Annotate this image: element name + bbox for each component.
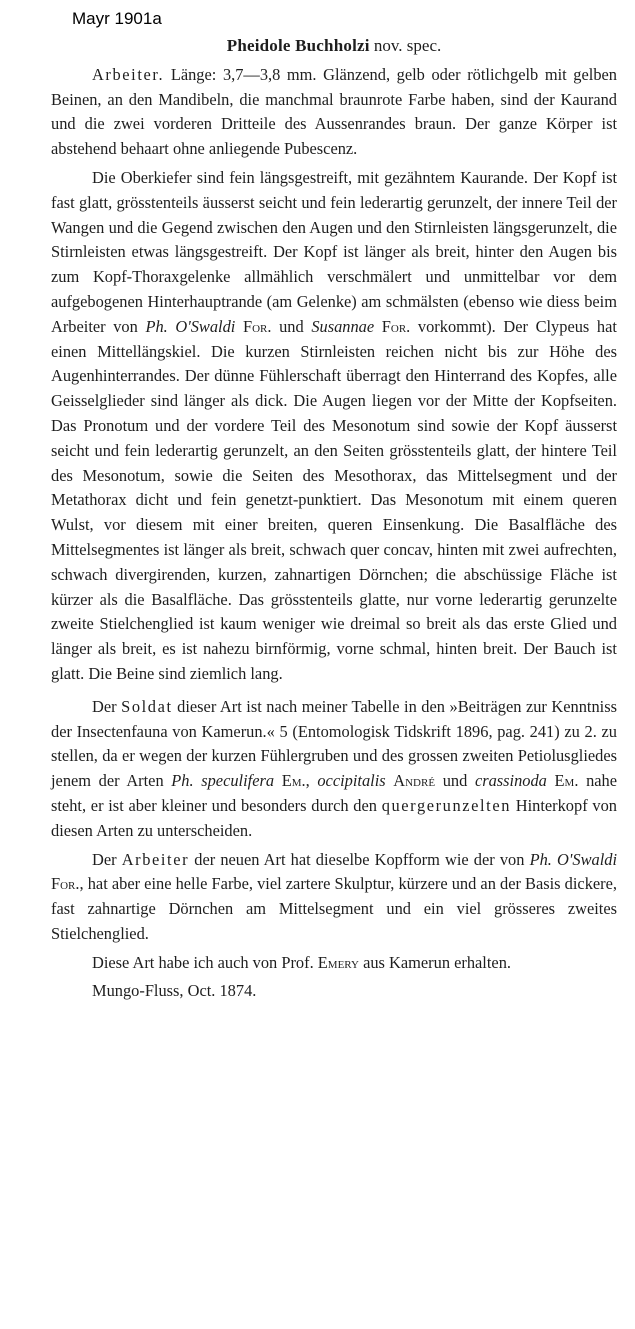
species-reference: Susannae: [311, 316, 375, 336]
author-reference: Em.,: [281, 771, 310, 791]
citation-note: Mayr 1901a: [72, 9, 162, 28]
species-reference: Ph. O'Swaldi: [529, 849, 617, 869]
text-run: und: [279, 316, 304, 336]
author-reference: For.,: [51, 874, 84, 894]
worker-comparison-paragraph: [51, 848, 617, 947]
text-run: hat aber eine helle Farbe, viel zartere Skulptur, kürzere und an der Basis dickere, fast zahnartige Dörnchen am Mittelsegment und ein viel grösseres zweites Stielchenglied.: [51, 874, 617, 943]
text-run: Der: [92, 849, 117, 869]
species-title: [51, 34, 617, 59]
worker-morphology-paragraph: [51, 166, 617, 687]
author-reference: For.: [381, 316, 411, 336]
text-run: Die Oberkiefer sind fein längsgestreift, mit gezähntem Kaurande. Der Kopf ist fast glatt, grösstenteils äusserst seicht und fein lederartig gerunzelt, der innere Teil der Wangen und die Gegend zwischen den Augen und den Stirnleisten längsgerunzelt, die Stirnleisten etwas längsgestreift. Der Kopf ist länger als breit, hinter den Augen bis zum Kopf-Thoraxgelenke allmählich verschmälert und unmittelbar vor dem aufgebogenen Hinterhauptrande (am Gelenke) am schmälsten (ebenso wie diess beim Arbeiter von: [51, 167, 617, 336]
species-reference: occipitalis: [317, 771, 386, 791]
species-reference: Ph. speculifera: [171, 771, 275, 791]
text-run: Diese Art habe ich auch von Prof.: [92, 952, 314, 972]
emphasized-feature: quergerunzelten: [381, 795, 511, 815]
source-paragraph: [51, 951, 617, 976]
caste-heading-worker: Arbeiter.: [92, 64, 165, 84]
text-run: nahe steht, er ist aber kleiner und besonders durch den: [51, 771, 618, 815]
caste-heading-worker: Arbeiter: [121, 849, 190, 869]
species-reference: Ph. O'Swaldi: [145, 316, 236, 336]
author-reference: For.: [242, 316, 272, 336]
text-run: dieser Art ist nach meiner Tabelle in den »Beiträgen zur Kenntniss der Insectenfauna von Kamerun.« 5 (Entomologisk Tidskrift 1896, pag. 241) zu 2. zu stellen, da er wegen der kurzen Fühlergruben und des grossen zweiten Petiolusgliedes jenem der Arten: [51, 696, 617, 791]
locality-line: Mungo-Fluss, Oct. 1874.: [92, 981, 257, 1001]
text-run: Hinterkopf von diesen Arten zu unterscheiden.: [51, 795, 617, 840]
worker-description-paragraph: [51, 63, 617, 162]
text-run: aus Kamerun erhalten.: [363, 952, 511, 972]
text-run: der neuen Art hat dieselbe Kopfform wie der von: [194, 849, 525, 869]
soldier-paragraph: [51, 695, 617, 844]
text-run: und: [442, 771, 468, 791]
caste-heading-soldier: Soldat: [121, 696, 173, 716]
species-name: Pheidole Buchholzi: [226, 36, 370, 55]
worker-measurements-text: Länge: 3,7—3,8 mm. Glänzend, gelb oder rötlichgelb mit gelben Beinen, an den Mandibeln, die manchmal braunrote Farbe haben, sind der Kaurand und die zwei vorderen Dritteile des Aussenrandes braun. Der ganze Körper ist abstehend behaart ohne anliegende Pubescenz.: [51, 64, 617, 159]
text-run: vorkommt). Der Clypeus hat einen Mittellängskiel. Die kurzen Stirnleisten reichen nicht bis zur Höhe des Augenhinterrandes. Der dünne Fühlerschaft überragt den Hinterrand des Kopfes, alle Geisselglieder sind länger als dick. Die Augen liegen vor der Mitte der Kopfseiten. Das Pronotum und der vordere Teil des Mesonotum sind sowie der Kopf äusserst seicht und fein lederartig gerunzelt, an den Seiten grösstenteils glatt, der hintere Teil des Mesonotum, sowie die Seiten des Mesothorax, das Mittelsegment und der Metathorax dicht und fein genetzt-punktiert. Das Mesonotum mit einem queren Wulst, vor diesem mit einer breiten, queren Einsenkung. Die Basalfläche des Mittelsegmentes ist länger als breit, schwach quer concav, hinten mit zwei aufrechten, schwach divergirenden, kurzen, zahnartigen Dörnchen; die abschüssige Fläche ist kürzer als die Basalfläche. Das grösstenteils glatte, nur vorne lederartig gerunzelte zweite Stielchenglied ist kaum weniger wie dreimal so breit als das erste Glied und länger als breit, es ist nahezu birnförmig, vorne schmal, hinten breit. Der Bauch ist glatt. Die Beine sind ziemlich lang.: [51, 316, 617, 683]
author-reference: André: [393, 771, 436, 791]
author-reference: Em.: [554, 771, 579, 791]
text-run: Der: [92, 696, 117, 716]
person-name: Emery: [317, 952, 359, 972]
species-status: nov. spec.: [373, 36, 442, 55]
species-reference: crassinoda: [474, 771, 547, 791]
document-page: [51, 34, 617, 1004]
